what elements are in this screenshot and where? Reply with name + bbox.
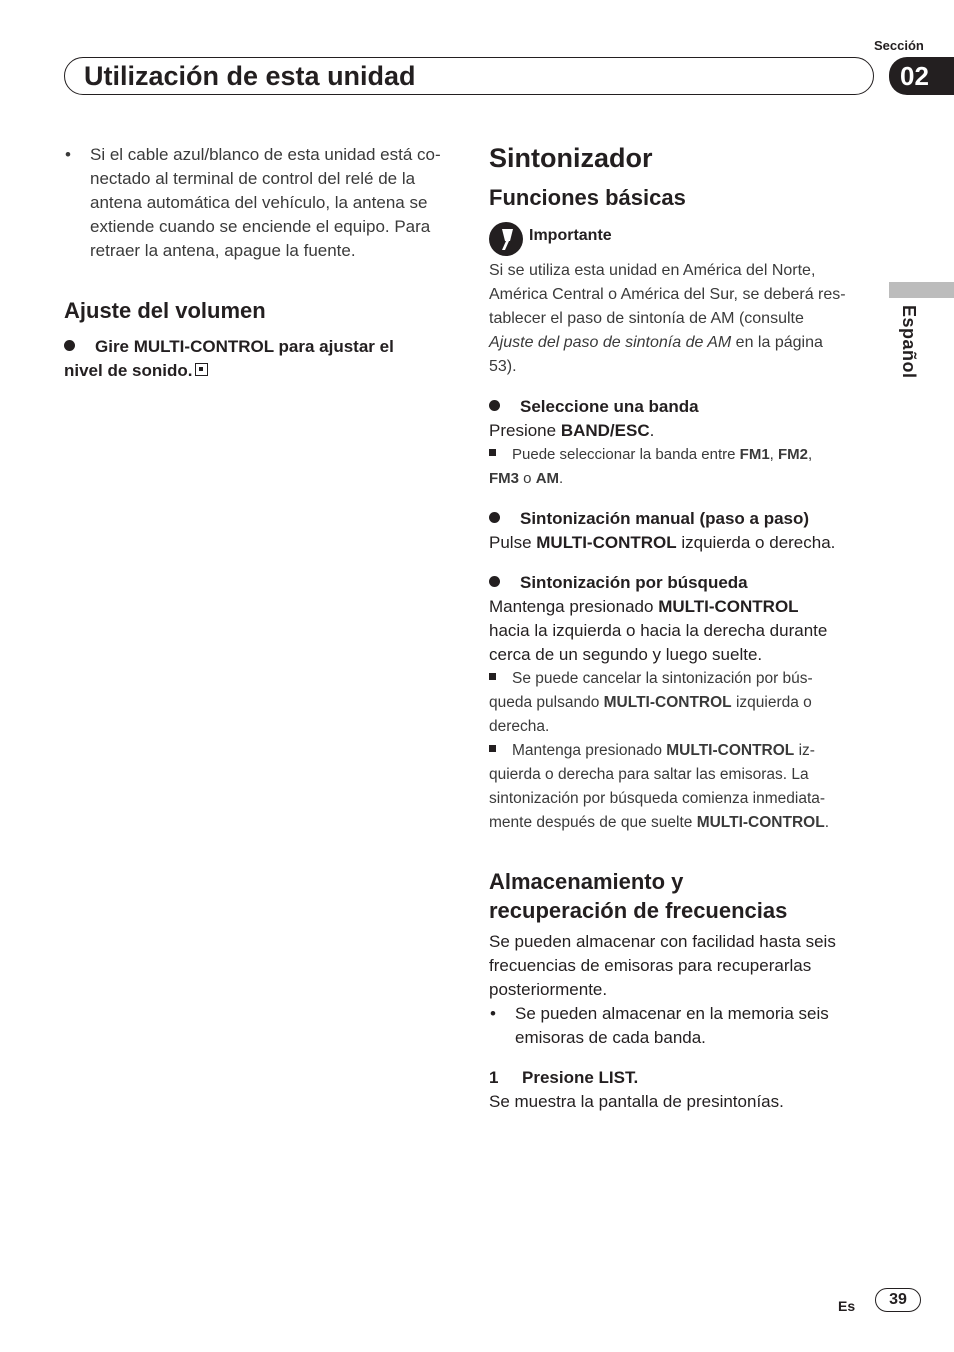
step-bullet-icon <box>489 576 500 587</box>
antenna-line: Si el cable azul/blanco de esta unidad está co- <box>90 145 441 164</box>
antenna-line: nectado al terminal de control del relé de la <box>90 169 416 188</box>
bullet-dot: • <box>65 145 71 164</box>
band-step-label: Seleccione una banda <box>520 397 699 416</box>
multi-control-key: MULTI-CONTROL <box>696 814 825 831</box>
seek-note-line: derecha. <box>489 718 550 735</box>
seek-line: cerca de un segundo y luego suelte. <box>489 645 763 664</box>
antenna-line: retraer la antena, apague la fuente. <box>90 241 356 260</box>
band-step-heading <box>489 395 699 419</box>
section-label: Sección <box>874 38 924 53</box>
manual-step-text <box>489 531 835 555</box>
list-step-label: Presione LIST. <box>522 1068 639 1087</box>
basic-functions-heading: Funciones básicas <box>489 185 686 210</box>
list-step-heading <box>489 1066 638 1090</box>
band-fm1: FM1 <box>739 446 770 463</box>
manual-step-label: Sintonización manual (paso a paso) <box>520 509 810 528</box>
storage-heading <box>489 867 889 925</box>
important-reference-tail: en la página <box>731 334 823 351</box>
seek-note-line: izquierda o <box>731 694 812 711</box>
important-reference: Ajuste del paso de sintonía de AM <box>489 334 732 351</box>
manual-pre: Pulse <box>489 533 537 552</box>
seek-note-line: mente después de que suelte <box>489 814 697 831</box>
band-or: o <box>519 470 536 487</box>
seek-note-line: Mantenga presionado <box>512 742 667 759</box>
seek-step-label: Sintonización por búsqueda <box>520 573 748 592</box>
language-tab-label: Español <box>899 305 919 379</box>
important-note <box>489 259 884 379</box>
storage-bullet-line: Se pueden almacenar en la memoria seis <box>515 1004 829 1023</box>
antenna-line: extiende cuando se enciende el equipo. Para <box>90 217 431 236</box>
storage-bullet-line: emisoras de cada banda. <box>515 1028 706 1047</box>
seek-step-text <box>489 595 884 667</box>
volume-step-line2: nivel de sonido. <box>64 361 193 380</box>
section-number-badge: 02 <box>889 57 954 95</box>
period: . <box>824 814 829 831</box>
step-bullet-icon <box>489 512 500 523</box>
important-line: Si se utiliza esta unidad en América del Norte, <box>489 262 816 279</box>
step-number: 1 <box>489 1068 499 1087</box>
period: . <box>649 421 655 440</box>
seek-note-line: iz- <box>794 742 815 759</box>
storage-line: Se pueden almacenar con facilidad hasta seis <box>489 932 836 951</box>
seek-pre: Mantenga presionado <box>489 597 659 616</box>
band-note-text: Puede seleccionar la banda entre <box>512 446 740 463</box>
volume-step <box>64 335 464 383</box>
multi-control-key: MULTI-CONTROL <box>658 597 799 616</box>
volume-step-line1: Gire MULTI-CONTROL para ajustar el <box>95 337 394 356</box>
note-square-icon <box>489 449 496 456</box>
seek-note-line: queda pulsando <box>489 694 604 711</box>
comma: , <box>769 446 779 463</box>
band-step-text <box>489 419 654 443</box>
seek-note-line: sintonización por búsqueda comienza inmediata- <box>489 790 826 807</box>
bullet-dot: • <box>490 1004 496 1023</box>
step-bullet-icon <box>64 340 75 351</box>
seek-note-line: quierda o derecha para saltar las emisoras. La <box>489 766 809 783</box>
band-fm3: FM3 <box>489 470 519 487</box>
seek-step-heading <box>489 571 748 595</box>
storage-heading-line: recuperación de frecuencias <box>489 898 788 923</box>
storage-text <box>489 930 884 1050</box>
important-icon <box>489 222 523 256</box>
manual-post: izquierda o derecha. <box>676 533 836 552</box>
page-title: Utilización de esta unidad <box>84 61 416 91</box>
important-line: América Central o América del Sur, se deberá res- <box>489 286 846 303</box>
multi-control-key: MULTI-CONTROL <box>666 742 795 759</box>
band-note <box>489 443 879 491</box>
important-line: tablecer el paso de sintonía de AM (consulte <box>489 310 804 327</box>
seek-line: hacia la izquierda o hacia la derecha durante <box>489 621 828 640</box>
step-bullet-icon <box>489 400 500 411</box>
band-fm2: FM2 <box>778 446 809 463</box>
important-line-end: 53). <box>489 358 517 375</box>
seek-note-line: Se puede cancelar la sintonización por bús- <box>512 670 813 687</box>
end-mark-icon <box>195 363 208 376</box>
page-number: 39 <box>875 1288 921 1312</box>
important-label: Importante <box>529 227 612 244</box>
storage-heading-line: Almacenamiento y <box>489 869 684 894</box>
manual-step-heading <box>489 507 809 531</box>
list-step-result: Se muestra la pantalla de presintonías. <box>489 1092 784 1111</box>
multi-control-key: MULTI-CONTROL <box>536 533 677 552</box>
band-am: AM <box>535 470 560 487</box>
antenna-line: antena automática del vehículo, la antena se <box>90 193 428 212</box>
multi-control-key: MULTI-CONTROL <box>603 694 732 711</box>
period: . <box>559 470 564 487</box>
storage-line: frecuencias de emisoras para recuperarlas <box>489 956 812 975</box>
tuner-title: Sintonizador <box>489 143 653 173</box>
band-esc-key: BAND/ESC <box>560 421 650 440</box>
band-press-text: Presione <box>489 421 561 440</box>
antenna-bullet <box>64 143 464 263</box>
footer-language-code: Es <box>838 1298 856 1314</box>
seek-notes <box>489 667 884 835</box>
storage-line: posteriormente. <box>489 980 608 999</box>
note-square-icon <box>489 745 496 752</box>
note-square-icon <box>489 673 496 680</box>
comma: , <box>808 446 813 463</box>
language-tab-bar <box>889 282 954 298</box>
volume-heading: Ajuste del volumen <box>64 298 266 323</box>
